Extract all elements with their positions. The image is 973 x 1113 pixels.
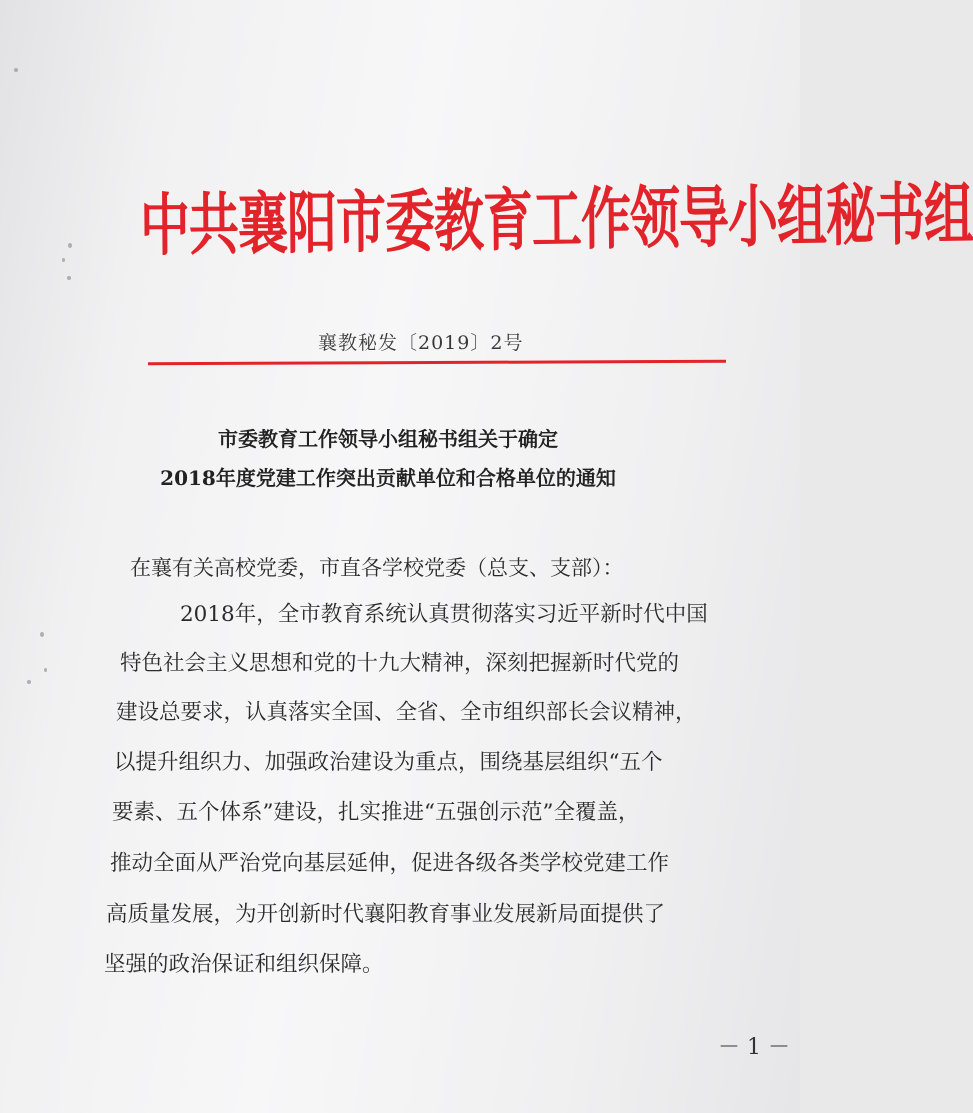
paper-speck	[14, 68, 18, 72]
subject-title-line-2: 2018年度党建工作突出贡献单位和合格单位的通知	[160, 466, 616, 490]
paper-speck	[68, 243, 72, 248]
paper-speck	[62, 258, 65, 262]
document-number: 襄教秘发〔2019〕2号	[318, 332, 524, 354]
body-line-4: 以提升组织力、加强政治建设为重点，围绕基层组织“五个	[114, 750, 663, 775]
body-line-1: 2018年，全市教育系统认真贯彻落实习近平新时代中国	[180, 602, 708, 627]
body-line-5: 要素、五个体系”建设，扎实推进“五强创示范”全覆盖，	[112, 800, 640, 825]
paper-speck	[40, 632, 44, 637]
body-line-3: 建设总要求，认真落实全国、全省、全市组织部长会议精神，	[116, 700, 697, 725]
body-line-8: 坚强的政治保证和组织保障。	[104, 952, 384, 977]
subject-title-line-1: 市委教育工作领导小组秘书组关于确定	[218, 427, 558, 451]
red-divider	[148, 360, 726, 366]
addressee: 在襄有关高校党委，市直各学校党委（总支、支部）：	[130, 556, 624, 580]
paper-speck	[27, 680, 31, 684]
paper-speck	[44, 668, 47, 672]
body-line-2: 特色社会主义思想和党的十九大精神，深刻把握新时代党的	[120, 651, 680, 676]
body-line-7: 高质量发展，为开创新时代襄阳教育事业发展新局面提供了	[106, 902, 666, 927]
paper-speck	[67, 276, 71, 280]
page-number: － 1 －	[718, 1035, 790, 1060]
body-line-6: 推动全面从严治党向基层延伸，促进各级各类学校党建工作	[110, 851, 670, 876]
issuer-header: 中共襄阳市委教育工作领导小组秘书组	[139, 173, 973, 266]
